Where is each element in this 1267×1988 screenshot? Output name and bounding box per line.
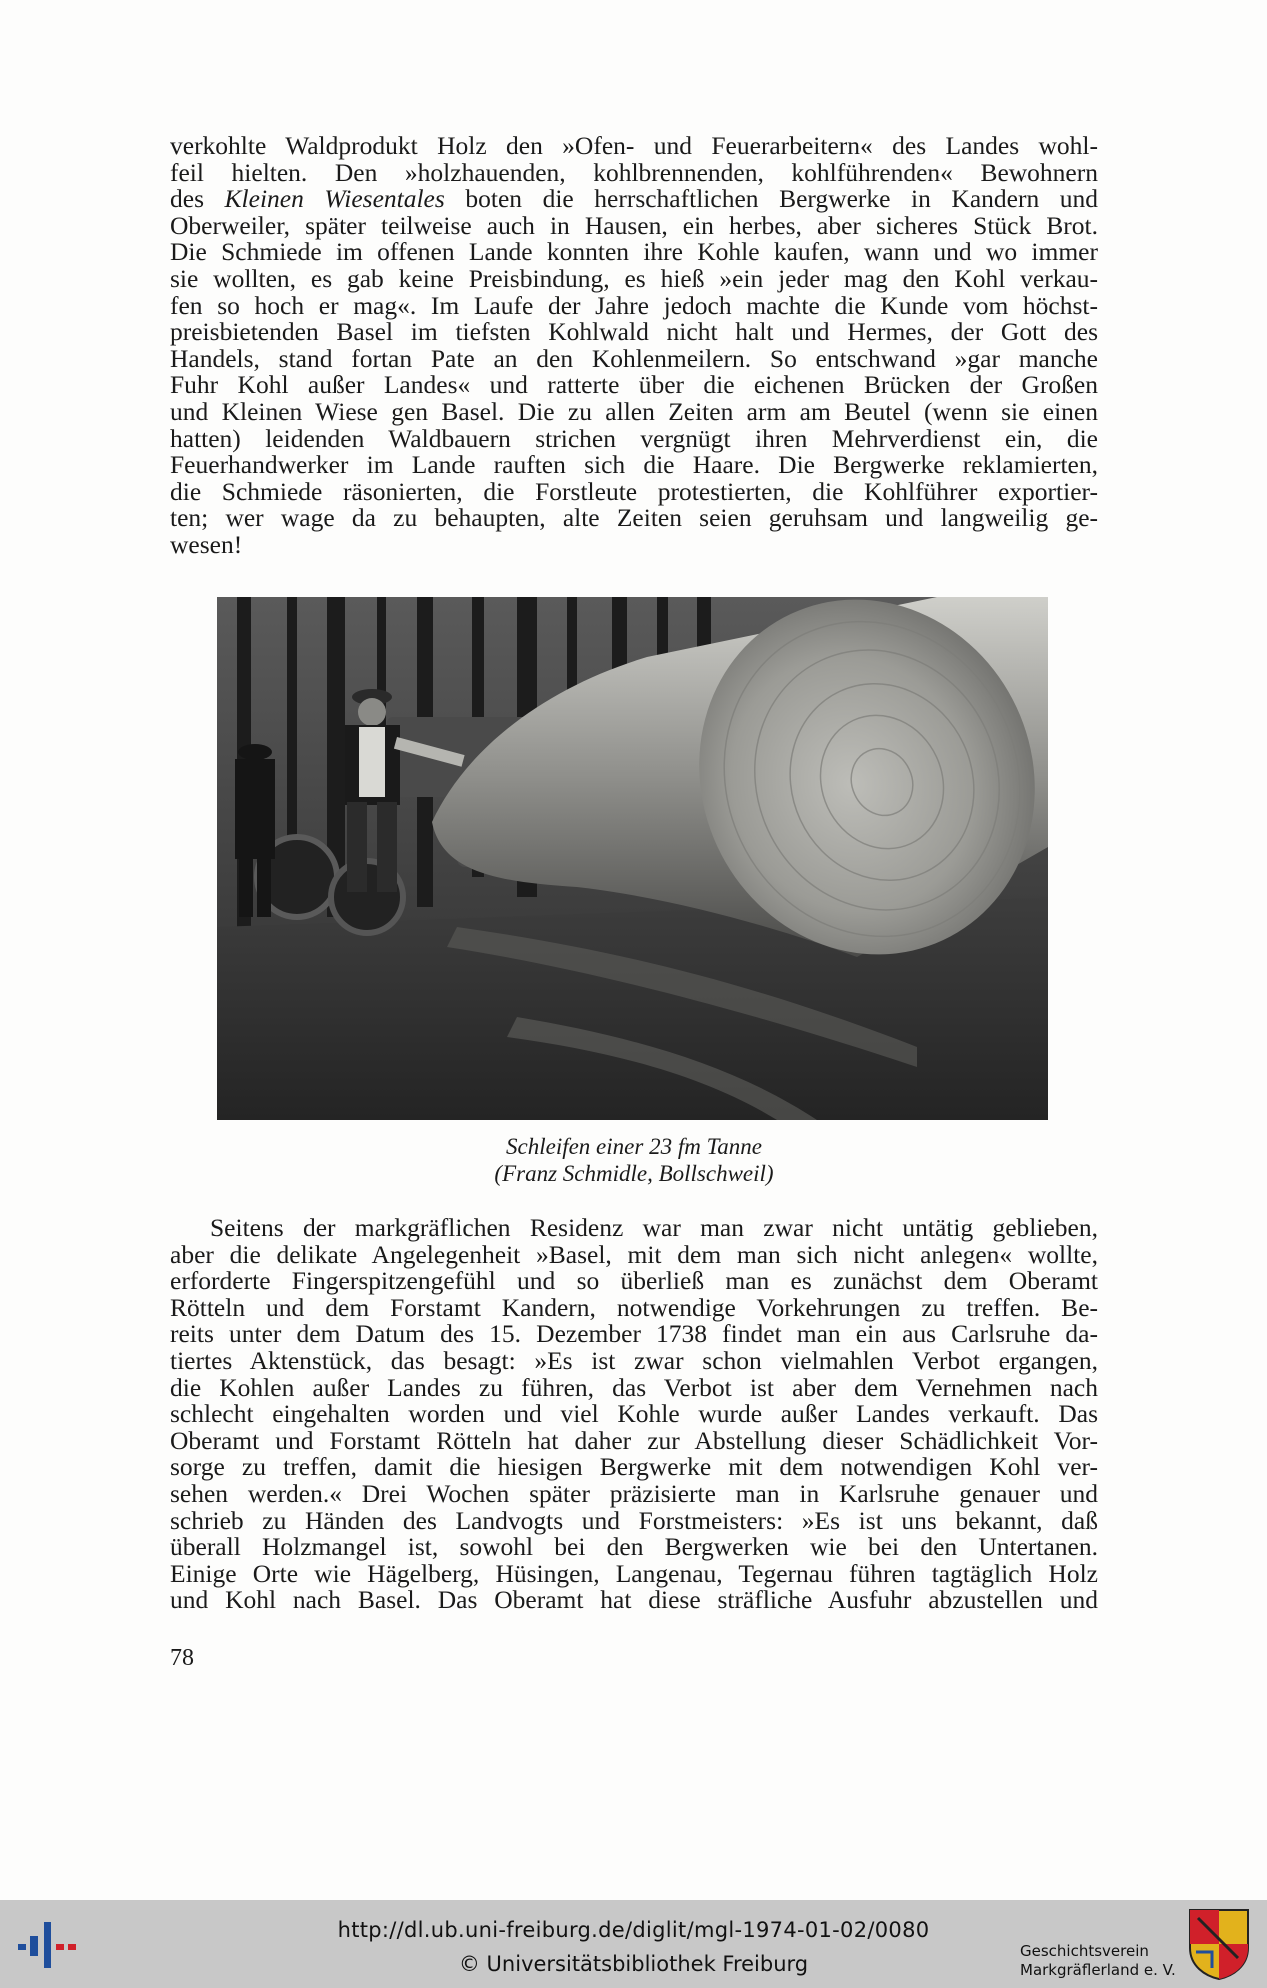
- caption-title: Schleifen einer 23 fm Tanne: [506, 1134, 762, 1159]
- text-line: aber die delikate Angelegenheit »Basel, mit dem man sich nicht anlegen« wollte,: [170, 1239, 1098, 1269]
- photograph: [217, 597, 1048, 1120]
- page-number: 78: [170, 1645, 194, 1671]
- text-line: sorge zu treffen, damit die hiesigen Bergwerke mit dem notwendigen Kohl ver-: [170, 1452, 1098, 1482]
- text-line: erforderte Fingerspitzengefühl und so überließ man es zunächst dem Oberamt: [170, 1266, 1098, 1296]
- text-line: reits unter dem Datum des 15. Dezember 1738 findet man ein aus Carlsruhe da-: [170, 1319, 1098, 1349]
- text-line: sehen werden.« Drei Wochen später präzisierte man in Karlsruhe genauer und: [170, 1478, 1098, 1508]
- text-line: Fuhr Kohl außer Landes« und ratterte über die eichenen Brücken der Großen: [170, 370, 1098, 400]
- photo-illustration: [217, 597, 1048, 1120]
- society-line-1: Geschichtsverein: [1020, 1942, 1149, 1960]
- paragraph-2: [170, 1215, 1098, 1614]
- text-line: verkohlte Waldprodukt Holz den »Ofen- und Feuerarbeitern« des Landes wohl-: [170, 131, 1098, 160]
- text-line: Seitens der markgräflichen Residenz war man zwar nicht untätig geblieben,: [210, 1213, 1098, 1242]
- text-line: Oberamt und Forstamt Rötteln hat daher zur Abstellung dieser Schädlichkeit Vor-: [170, 1425, 1098, 1455]
- text-line: Die Schmiede im offenen Lande konnten ihre Kohle kaufen, wann und wo immer: [170, 237, 1098, 267]
- text-line: Handels, stand fortan Pate an den Kohlenmeilern. So entschwand »gar manche: [170, 343, 1098, 373]
- caption-credit: (Franz Schmidle, Bollschweil): [494, 1161, 774, 1186]
- text-line: sie wollten, es gab keine Preisbindung, es hieß »ein jeder mag den Kohl verkau-: [170, 263, 1098, 293]
- text-line: die Kohlen außer Landes zu führen, das Verbot ist aber dem Vernehmen nach: [170, 1372, 1098, 1402]
- text-line: Feuerhandwerker im Lande rauften sich die Haare. Die Bergwerke reklamierten,: [170, 450, 1098, 480]
- text-line: des Kleinen Wiesentales boten die herrschaftlichen Bergwerke in Kandern und: [170, 184, 1098, 214]
- coat-of-arms-icon: [1188, 1908, 1250, 1980]
- footer-url[interactable]: http://dl.ub.uni-freiburg.de/diglit/mgl-1974-01-02/0080: [337, 1918, 930, 1942]
- text-line: tiertes Aktenstück, das besagt: »Es ist zwar schon vielmahlen Verbot ergangen,: [170, 1345, 1098, 1375]
- paragraph-1: [170, 133, 1098, 559]
- text-line: hatten) leidenden Waldbauern strichen vergnügt ihren Mehrverdienst ein, die: [170, 423, 1098, 453]
- footer-copyright: © Universitätsbibliothek Freiburg: [458, 1952, 809, 1976]
- text-line: schlecht eingehalten worden und viel Kohle wurde außer Landes verkauft. Das: [170, 1399, 1098, 1429]
- text-line: Oberweiler, später teilweise auch in Hausen, ein herbes, aber sicheres Stück Brot.: [170, 210, 1098, 240]
- text-line: wesen!: [170, 529, 243, 559]
- text-line: Einige Orte wie Hägelberg, Hüsingen, Langenau, Tegernau führen tagtäglich Holz: [170, 1558, 1098, 1588]
- text-line: feil hielten. Den »holzhauenden, kohlbrennenden, kohlführenden« Bewohnern: [170, 157, 1098, 187]
- society-name: [1020, 1942, 1176, 1980]
- photo-caption: [170, 1133, 1098, 1187]
- society-line-2: Markgräflerland e. V.: [1020, 1961, 1176, 1979]
- text-line: Rötteln und dem Forstamt Kandern, notwendige Vorkehrungen zu treffen. Be-: [170, 1292, 1098, 1322]
- text-line: die Schmiede räsonierten, die Forstleute protestierten, die Kohlführer exportier-: [170, 476, 1098, 506]
- text-line: und Kleinen Wiese gen Basel. Die zu allen Zeiten arm am Beutel (wenn sie einen: [170, 396, 1098, 426]
- text-line: schrieb zu Händen des Landvogts und Forstmeisters: »Es ist uns bekannt, daß: [170, 1505, 1098, 1535]
- text-line: überall Holzmangel ist, sowohl bei den Bergwerken wie bei den Untertanen.: [170, 1532, 1098, 1562]
- text-line: ten; wer wage da zu behaupten, alte Zeiten seien geruhsam und langweilig ge-: [170, 503, 1098, 533]
- footer-bar: [0, 1900, 1267, 1988]
- text-line: fen so hoch er mag«. Im Laufe der Jahre jedoch machte die Kunde vom höchst-: [170, 290, 1098, 320]
- text-line: preisbietenden Basel im tiefsten Kohlwald nicht halt und Hermes, der Gott des: [170, 317, 1098, 347]
- text-line: und Kohl nach Basel. Das Oberamt hat diese sträfliche Ausfuhr abzustellen und: [170, 1585, 1098, 1615]
